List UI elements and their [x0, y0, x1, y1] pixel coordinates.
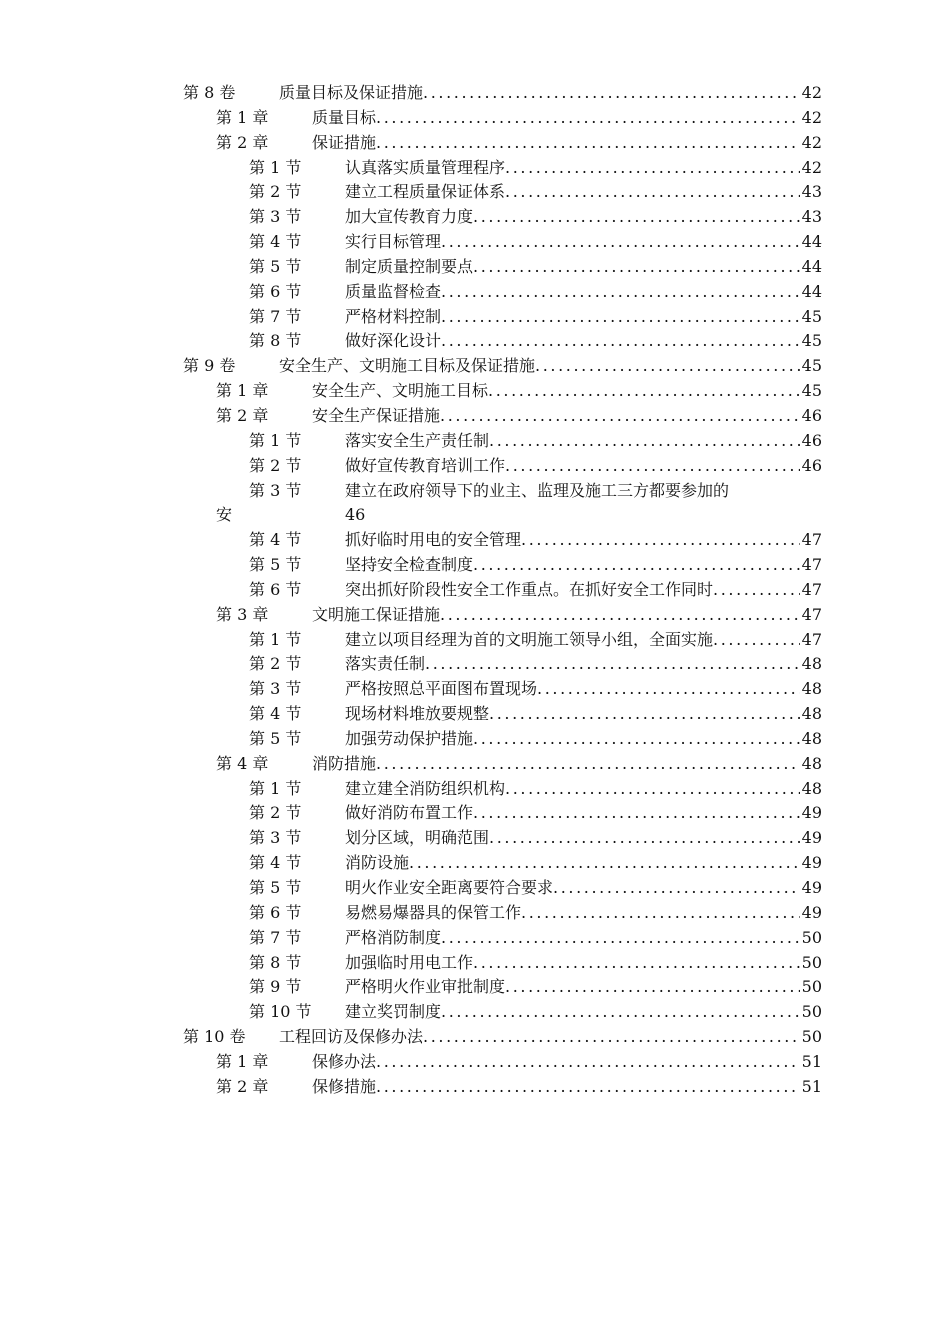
toc-entry-page-number: 45: [801, 331, 822, 351]
toc-entry-page-number: 48: [801, 679, 822, 699]
toc-entry[interactable]: [0, 1075, 950, 1100]
toc-entry-page-number: 46: [801, 430, 822, 450]
toc-leader-dots: [376, 1075, 800, 1100]
toc-entry-page-number: 46: [801, 455, 822, 475]
toc-entry[interactable]: [0, 305, 950, 330]
toc-entry-page-number: 49: [801, 878, 822, 897]
toc-entry[interactable]: [0, 926, 950, 951]
toc-entry-page-number: 48: [801, 654, 822, 674]
toc-entry-page-number: 45: [801, 306, 822, 326]
toc-leader-dots: [473, 255, 800, 280]
toc-leader-dots: [409, 851, 800, 876]
toc-entry[interactable]: [0, 1050, 950, 1075]
toc-entry-page-number: 50: [801, 1027, 822, 1047]
toc-leader-dots: [376, 131, 800, 156]
toc-leader-dots: [441, 230, 800, 255]
toc-entry[interactable]: [0, 603, 950, 628]
toc-leader-dots: [441, 926, 800, 951]
toc-entry-title: 消防设施: [345, 853, 410, 873]
toc-leader-dots: [489, 826, 800, 851]
toc-entry-number: 第 2 节: [249, 182, 302, 202]
toc-entry[interactable]: [0, 851, 950, 876]
toc-entry-title: 建立工程质量保证体系: [345, 182, 506, 202]
toc-entry[interactable]: [0, 628, 950, 653]
toc-entry[interactable]: [0, 180, 950, 205]
toc-entry-number: 第 3 章: [216, 604, 269, 624]
toc-entry[interactable]: [0, 131, 950, 156]
toc-leader-dots: [441, 329, 800, 354]
toc-entry-page-number: 47: [801, 530, 822, 550]
toc-entry-title: 加强临时用电工作: [345, 952, 474, 972]
toc-entry-page-number: 45: [801, 381, 822, 401]
toc-leader-dots: [537, 677, 800, 702]
toc-entry-number: 第 4 节: [249, 853, 302, 873]
toc-entry-page-number: 50: [801, 1002, 822, 1022]
toc-entry-title: 质量目标: [312, 107, 377, 127]
toc-entry[interactable]: [0, 429, 950, 454]
toc-entry-title: 现场材料堆放要规整: [345, 704, 490, 724]
toc-entry-number: 第 2 章: [216, 1076, 269, 1096]
toc-entry-title-continuation: 安: [216, 505, 233, 525]
toc-entry-title: 文明施工保证措施: [312, 604, 441, 624]
toc-entry-number: 第 5 节: [249, 878, 302, 897]
toc-leader-dots: [489, 702, 800, 727]
toc-entry-page-number: 46: [801, 405, 822, 425]
toc-leader-dots: [505, 156, 800, 181]
toc-entry-number: 第 10 卷: [183, 1027, 246, 1047]
toc-entry-title: 质量目标及保证措施: [279, 83, 424, 102]
toc-leader-dots: [423, 81, 800, 106]
toc-entry-title: 保修办法: [312, 1051, 377, 1071]
toc-entry[interactable]: [0, 553, 950, 578]
toc-entry-number: 第 1 章: [216, 1051, 269, 1071]
toc-entry[interactable]: [0, 230, 950, 255]
toc-entry-number: 第 1 章: [216, 107, 269, 127]
toc-entry-number: 第 4 节: [249, 704, 302, 724]
toc-entry-page-number: 51: [801, 1051, 822, 1071]
toc-entry-title: 消防措施: [312, 753, 377, 773]
toc-entry-title: 保修措施: [312, 1076, 377, 1096]
toc-entry-title: 工程回访及保修办法: [279, 1027, 424, 1047]
toc-entry-number: 第 2 章: [216, 405, 269, 425]
toc-entry-number: 第 1 节: [249, 157, 302, 177]
toc-entry-title: 突出抓好阶段性安全工作重点。在抓好安全工作同时: [345, 579, 714, 599]
toc-entry-number: 第 7 节: [249, 306, 302, 326]
toc-leader-dots: [473, 553, 800, 578]
toc-entry-number: 第 7 节: [249, 927, 302, 947]
toc-entry[interactable]: [0, 528, 950, 553]
toc-entry-number: 第 1 章: [216, 381, 269, 401]
toc-entry-title: 质量监督检查: [345, 281, 442, 301]
toc-entry-title: 认真落实质量管理程序: [345, 157, 506, 177]
toc-leader-dots: [521, 528, 800, 553]
toc-entry-number: 第 1 节: [249, 430, 302, 450]
toc-entry-title: 实行目标管理: [345, 232, 442, 252]
toc-entry-number: 第 6 节: [249, 579, 302, 599]
toc-leader-dots: [376, 1050, 800, 1075]
toc-entry[interactable]: [0, 280, 950, 305]
toc-entry-page-number: 43: [801, 207, 822, 227]
toc-entry-title: 划分区域，明确范围: [345, 828, 490, 848]
toc-entry[interactable]: [0, 503, 950, 528]
toc-leader-dots: [535, 354, 800, 379]
toc-entry-title: 安全生产、文明施工目标: [312, 381, 489, 401]
toc-entry-number: 第 2 章: [216, 132, 269, 152]
toc-entry[interactable]: [0, 677, 950, 702]
toc-entry-page-number: 49: [801, 828, 822, 848]
toc-entry-page-number: 50: [801, 952, 822, 972]
toc-entry-number: 第 4 节: [249, 232, 302, 252]
toc-entry[interactable]: [0, 379, 950, 404]
toc-entry-number: 第 5 节: [249, 555, 302, 575]
toc-entry-number: 第 10 节: [249, 1002, 312, 1022]
toc-entry-number: 第 3 节: [249, 480, 302, 500]
toc-entry-number: 第 3 节: [249, 828, 302, 848]
toc-entry-page-number: 44: [801, 232, 822, 252]
toc-entry-page-number: 48: [801, 704, 822, 724]
toc-entry[interactable]: [0, 578, 950, 603]
toc-entry[interactable]: [0, 1000, 950, 1025]
toc-entry-page-number: 44: [801, 256, 822, 276]
toc-leader-dots: [376, 106, 800, 131]
toc-entry-number: 第 1 节: [249, 778, 302, 798]
toc-leader-dots: [440, 404, 800, 429]
toc-entry-number: 第 9 卷: [183, 356, 236, 376]
toc-entry-page-number: 47: [801, 555, 822, 575]
toc-entry[interactable]: [0, 479, 950, 504]
toc-leader-dots: [376, 752, 800, 777]
toc-entry-number: 第 8 节: [249, 952, 302, 972]
toc-entry[interactable]: [0, 652, 950, 677]
toc-entry-title: 制定质量控制要点: [345, 256, 474, 276]
toc-entry-page-number: 50: [801, 977, 822, 997]
toc-entry[interactable]: [0, 826, 950, 851]
toc-entry-title: 加强劳动保护措施: [345, 728, 474, 748]
toc-leader-dots: [488, 379, 800, 404]
toc-entry-title: 严格消防制度: [345, 927, 442, 947]
toc-entry-number: 第 1 节: [249, 629, 302, 649]
toc-entry-title: 做好消防布置工作: [345, 803, 474, 823]
toc-leader-dots: [441, 305, 800, 330]
toc-entry-page-number: 42: [801, 157, 822, 177]
toc-entry-title: 明火作业安全距离要符合要求: [345, 878, 554, 897]
toc-entry-number: 第 6 节: [249, 281, 302, 301]
toc-leader-dots: [441, 1000, 800, 1025]
toc-entry-number: 第 3 节: [249, 207, 302, 227]
toc-leader-dots: [489, 429, 800, 454]
toc-entry-page-number: 43: [801, 182, 822, 202]
toc-entry[interactable]: [0, 404, 950, 429]
toc-entry-page-number: 47: [801, 629, 822, 649]
toc-entry[interactable]: [0, 106, 950, 131]
toc-entry[interactable]: [0, 354, 950, 379]
toc-entry-number: 第 8 节: [249, 331, 302, 351]
toc-entry-number: 第 5 节: [249, 256, 302, 276]
toc-entry-title: 建立在政府领导下的业主、监理及施工三方都要参加的: [345, 480, 730, 500]
toc-leader-dots: [425, 652, 800, 677]
toc-leader-dots: [473, 205, 800, 230]
toc-entry[interactable]: [0, 454, 950, 479]
toc-entry-number: 第 5 节: [249, 728, 302, 748]
toc-entry-title: 严格材料控制: [345, 306, 442, 326]
toc-entry-title: 严格明火作业审批制度: [345, 977, 506, 997]
toc-entry[interactable]: [0, 951, 950, 976]
toc-entry-page-number: 48: [801, 753, 822, 773]
toc-entry-page-number: 45: [801, 356, 822, 376]
toc-entry-number: 第 9 节: [249, 977, 302, 997]
toc-entry-page-number: 51: [801, 1076, 822, 1096]
toc-entry-page-number: 42: [801, 83, 822, 102]
toc-leader-dots: [505, 975, 800, 1000]
toc-entry-page-number: 50: [801, 927, 822, 947]
toc-entry[interactable]: [0, 801, 950, 826]
toc-entry-page-number: 48: [801, 778, 822, 798]
toc-leader-dots: [440, 603, 800, 628]
toc-entry-title: 易燃易爆器具的保管工作: [345, 902, 522, 922]
toc-entry-title: 落实责任制: [345, 654, 426, 674]
toc-entry-title: 做好深化设计: [345, 331, 442, 351]
toc-entry[interactable]: [0, 777, 950, 802]
table-of-contents: [0, 81, 950, 1100]
toc-entry-number: 第 3 节: [249, 679, 302, 699]
toc-entry-title: 安全生产、文明施工目标及保证措施: [279, 356, 536, 376]
toc-entry[interactable]: [0, 205, 950, 230]
toc-entry-page-number: 47: [801, 579, 822, 599]
toc-entry[interactable]: [0, 329, 950, 354]
toc-entry-number: 第 6 节: [249, 902, 302, 922]
toc-entry-title: 建立奖罚制度: [345, 1002, 442, 1022]
toc-entry-number: 第 4 节: [249, 530, 302, 550]
toc-entry-page-number: 49: [801, 902, 822, 922]
toc-entry[interactable]: [0, 901, 950, 926]
toc-entry-number: 第 4 章: [216, 753, 269, 773]
toc-entry[interactable]: [0, 1025, 950, 1050]
toc-leader-dots: [521, 901, 800, 926]
toc-entry[interactable]: [0, 752, 950, 777]
toc-leader-dots: [473, 801, 800, 826]
toc-entry-title: 抓好临时用电的安全管理: [345, 530, 522, 550]
toc-leader-dots: [553, 876, 800, 901]
toc-leader-dots: [505, 454, 800, 479]
toc-leader-dots: [423, 1025, 800, 1050]
toc-leader-dots: [441, 280, 800, 305]
toc-entry-title: 落实安全生产责任制: [345, 430, 490, 450]
toc-entry[interactable]: [0, 727, 950, 752]
toc-entry-number: 第 8 卷: [183, 83, 236, 102]
toc-entry-page-number: 48: [801, 728, 822, 748]
toc-entry-title: 严格按照总平面图布置现场: [345, 679, 538, 699]
toc-entry-page-number: 49: [801, 803, 822, 823]
toc-entry-title: 加大宣传教育力度: [345, 207, 474, 227]
toc-entry-title: 做好宣传教育培训工作: [345, 455, 506, 475]
toc-leader-dots: [473, 727, 800, 752]
toc-entry-title: 安全生产保证措施: [312, 405, 441, 425]
toc-leader-dots: [505, 777, 800, 802]
toc-entry-title: 保证措施: [312, 132, 377, 152]
toc-entry[interactable]: [0, 876, 950, 901]
toc-entry[interactable]: [0, 255, 950, 280]
toc-entry-number: 第 2 节: [249, 455, 302, 475]
toc-entry[interactable]: [0, 702, 950, 727]
toc-entry-number: 第 2 节: [249, 803, 302, 823]
toc-entry-title: 建立建全消防组织机构: [345, 778, 506, 798]
toc-entry[interactable]: [0, 156, 950, 181]
toc-entry-page-number: 42: [801, 107, 822, 127]
toc-entry-page-number: 49: [801, 853, 822, 873]
toc-entry[interactable]: [0, 975, 950, 1000]
toc-entry-page-number: 44: [801, 281, 822, 301]
toc-entry-title: 建立以项目经理为首的文明施工领导小组，全面实施: [345, 629, 714, 649]
toc-entry-page-number: 42: [801, 132, 822, 152]
toc-entry-title: 坚持安全检查制度: [345, 555, 474, 575]
toc-entry[interactable]: [0, 81, 950, 106]
toc-entry-page-number: 47: [801, 604, 822, 624]
toc-entry-number: 第 2 节: [249, 654, 302, 674]
toc-leader-dots: [473, 951, 800, 976]
toc-leader-dots: [505, 180, 800, 205]
toc-entry-page-number: 46: [345, 505, 366, 525]
